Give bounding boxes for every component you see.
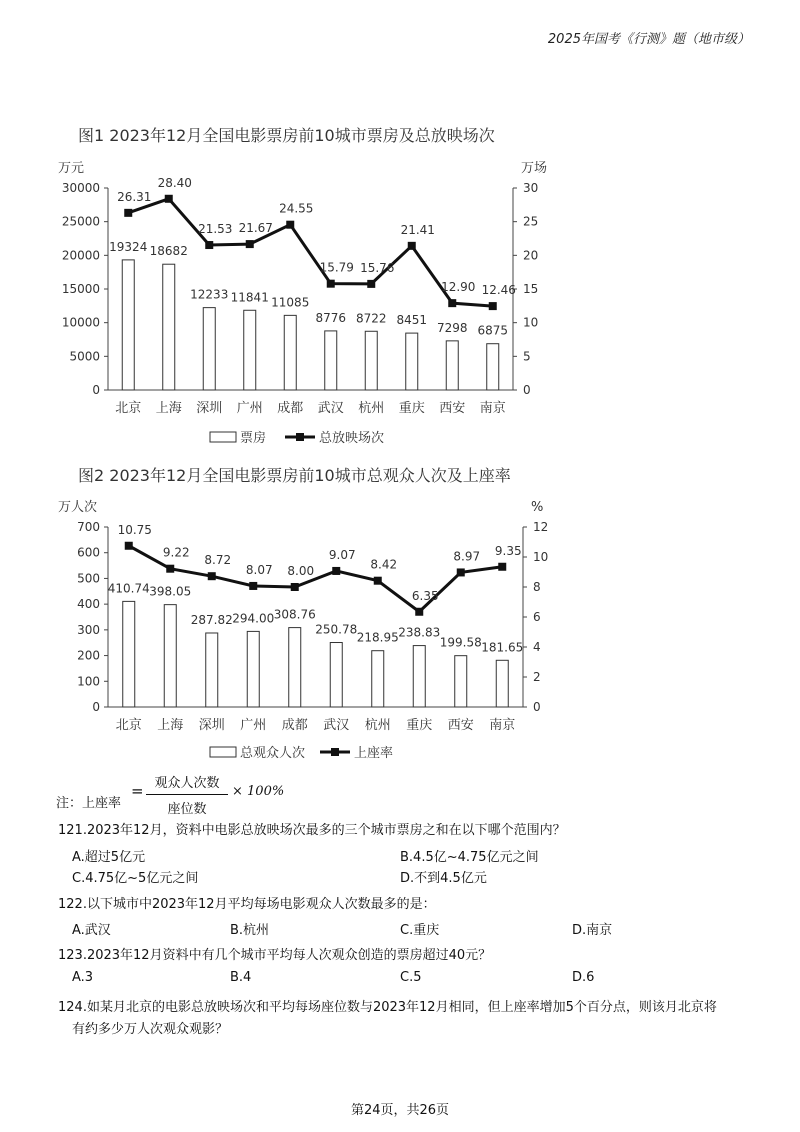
q121-option-a[interactable]: A.超过5亿元 [72,850,146,865]
line-data-label: 6.35 [411,588,439,603]
y-left-unit: 万人次 [58,500,98,515]
x-tick-label: 广州 [240,718,267,733]
legend-line-label: 上座率 [354,746,394,761]
q122-option-c[interactable]: C.重庆 [400,923,440,938]
line-data-label: 21.41 [400,222,435,237]
question-124-line2: 有约多少万人次观众观影？ [72,1022,229,1037]
line-data-label: 9.35 [494,543,522,558]
bar-data-label: 8776 [315,310,347,325]
y-left-tick-label: 700 [77,520,100,534]
line-data-label: 8.07 [245,562,273,577]
bar-data-label: 181.65 [481,640,524,655]
line-data-label: 26.31 [117,189,152,204]
line-data-label: 9.22 [162,545,190,560]
line-data-label: 12.90 [441,280,476,295]
line-data-label: 8.42 [370,557,398,572]
y-left-tick-label: 25000 [61,214,100,229]
line-data-label: 8.72 [204,553,232,568]
legend-bar-label: 总观众人次 [240,746,306,761]
line-marker [205,241,213,249]
line-data-label: 24.55 [279,201,314,216]
question-123: 123.2023年12月资料中有几个城市平均每人次观众创造的票房超过40元？ [58,948,492,963]
line-marker [327,280,335,288]
x-tick-label: 南京 [479,401,506,416]
bar-票房 [163,264,175,390]
y-right-tick-label: 10 [523,315,539,330]
q122-option-a[interactable]: A.武汉 [72,923,111,938]
y-right-tick-label: 10 [533,550,549,564]
line-data-label: 21.53 [198,222,233,237]
x-tick-label: 北京 [115,718,142,733]
line-marker [498,563,506,571]
y-right-tick-label: 15 [523,282,539,296]
bar-票房 [122,260,134,390]
page-footer: 第24页，共26页 [350,1103,450,1118]
y-right-tick-label: 25 [523,214,539,229]
bar-data-label: 308.76 [273,607,316,622]
q122-option-d[interactable]: D.南京 [572,923,613,938]
q123-option-c[interactable]: C.5 [400,970,422,985]
bar-data-label: 398.05 [149,584,192,599]
q121-option-b[interactable]: B.4.5亿~4.75亿元之间 [400,850,539,865]
line-marker [374,577,382,585]
y-left-tick-label: 5000 [69,349,100,364]
y-left-tick-label: 20000 [61,248,100,263]
y-right-tick-label: 30 [523,181,539,195]
q122-option-b[interactable]: B.杭州 [230,923,270,938]
bar-data-label: 218.95 [356,630,399,645]
y-left-tick-label: 200 [77,648,100,663]
x-tick-label: 深圳 [198,718,225,733]
legend-bar-swatch [210,747,236,757]
line-data-label: 28.40 [157,175,192,190]
x-tick-label: 西安 [447,718,474,733]
legend-line-label: 总放映场次 [319,431,385,446]
x-tick-label: 成都 [277,401,304,416]
y-right-tick-label: 20 [523,248,539,263]
x-tick-label: 上海 [155,401,182,416]
x-tick-label: 武汉 [323,718,350,733]
line-marker [165,195,173,203]
bar-data-label: 18682 [149,244,188,259]
y-right-tick-label: 0 [533,700,541,714]
q123-option-d[interactable]: D.6 [572,970,595,985]
line-data-label: 15.76 [360,260,395,275]
bar-data-label: 287.82 [190,612,233,627]
y-left-tick-label: 0 [92,383,100,397]
y-left-tick-label: 0 [92,700,100,714]
bar-票房 [446,341,458,390]
bar-票房 [365,331,377,390]
y-left-unit: 万元 [58,161,85,176]
line-marker [457,568,465,576]
question-124-line1: 124.如某月北京的电影总放映场次和平均每场座位数与2023年12月相同，但上座率增加5个百分点，则该月北京将 [58,1000,717,1015]
bar-票房 [244,310,256,390]
y-left-tick-label: 300 [77,622,100,637]
y-right-tick-label: 6 [533,610,541,624]
bar-data-label: 11841 [230,290,269,305]
y-left-tick-label: 10000 [61,315,100,330]
formula-numerator: 观众人次数 [154,776,220,791]
line-marker [249,582,257,590]
y-right-unit: % [531,500,544,515]
chart2-svg [0,495,800,770]
formula-equals: = [131,782,144,800]
x-tick-label: 成都 [281,718,308,733]
x-tick-label: 西安 [439,401,466,416]
chart1-title: 图1 2023年12月全国电影票房前10城市票房及总放映场次 [78,126,495,145]
chart1-svg [0,150,800,455]
y-right-tick-label: 12 [533,520,549,534]
x-tick-label: 杭州 [358,401,385,416]
y-right-unit: 万场 [521,161,548,176]
line-marker [291,583,299,591]
q121-option-c[interactable]: C.4.75亿~5亿元之间 [72,871,199,886]
fraction-bar [146,794,228,795]
y-right-tick-label: 8 [533,580,541,594]
bar-data-label: 19324 [109,239,148,254]
formula-label: 注：上座率 [56,796,122,811]
bar-票房 [406,333,418,390]
bar-data-label: 238.83 [398,625,441,640]
bar-总观众人次 [247,631,259,707]
line-data-label: 8.00 [287,564,315,578]
chart2-title: 图2 2023年12月全国电影票房前10城市总观众人次及上座率 [78,466,511,485]
y-left-tick-label: 30000 [61,181,100,195]
line-data-label: 21.67 [238,221,273,236]
bar-总观众人次 [206,633,218,707]
y-left-tick-label: 500 [77,571,100,586]
bar-总观众人次 [123,601,135,707]
bar-票房 [487,344,499,390]
question-122: 122.以下城市中2023年12月平均每场电影观众人次数最多的是： [58,897,436,912]
bar-data-label: 11085 [271,295,310,310]
line-marker [408,242,416,250]
y-left-tick-label: 15000 [61,282,100,296]
line-marker [125,542,133,550]
line-data-label: 10.75 [117,522,152,537]
x-tick-label: 武汉 [317,401,344,416]
bar-data-label: 199.58 [439,635,482,650]
bar-总观众人次 [330,643,342,707]
bar-data-label: 6875 [477,323,509,338]
line-marker [124,209,132,217]
x-tick-label: 杭州 [364,718,391,733]
bar-data-label: 250.78 [315,622,358,637]
bar-总观众人次 [164,605,176,707]
legend-bar-label: 票房 [240,431,267,446]
formula-fraction [146,772,228,817]
legend-bar-swatch [210,432,236,442]
bar-data-label: 8451 [396,313,428,328]
x-tick-label: 重庆 [406,718,433,733]
formula-multiplier: × 100% [232,784,285,799]
bar-data-label: 12233 [190,287,229,302]
x-tick-label: 北京 [115,401,142,416]
bar-总观众人次 [413,646,425,707]
legend-line-marker [296,433,304,441]
q123-option-b[interactable]: B.4 [230,970,252,985]
line-marker [367,280,375,288]
bar-总观众人次 [289,628,301,707]
bar-总观众人次 [455,656,467,707]
legend-line-marker [331,748,339,756]
q123-option-a[interactable]: A.3 [72,970,94,985]
bar-data-label: 8722 [355,311,387,326]
line-marker [286,221,294,229]
line-marker [208,572,216,580]
x-tick-label: 重庆 [398,401,425,416]
line-marker [415,608,423,616]
bar-票房 [325,331,337,390]
line-data-label: 8.97 [453,549,481,564]
x-tick-label: 上海 [157,718,184,733]
y-right-tick-label: 4 [533,640,541,654]
line-data-label: 9.07 [328,547,356,562]
line-marker [166,565,174,573]
x-tick-label: 广州 [236,401,263,416]
y-right-tick-label: 2 [533,670,541,684]
formula-denominator: 座位数 [167,802,207,817]
bar-data-label: 294.00 [232,611,275,626]
x-tick-label: 深圳 [196,401,223,416]
line-data-label: 15.79 [319,260,354,275]
y-left-tick-label: 100 [77,674,100,689]
x-tick-label: 南京 [489,718,516,733]
page-header: 2025年国考《行测》题（地市级） [547,32,750,47]
bar-票房 [284,315,296,390]
line-marker [489,302,497,310]
bar-data-label: 7298 [436,320,468,335]
y-right-tick-label: 0 [523,383,531,397]
bar-票房 [203,308,215,390]
y-right-tick-label: 5 [523,349,531,364]
bar-data-label: 410.74 [107,581,150,596]
line-marker [246,240,254,248]
q121-option-d[interactable]: D.不到4.5亿元 [400,871,487,886]
bar-总观众人次 [372,651,384,707]
line-data-label: 12.46 [481,283,516,298]
question-121: 121.2023年12月，资料中电影总放映场次最多的三个城市票房之和在以下哪个范围内？ [58,823,566,838]
line-marker [332,567,340,575]
line-marker [448,299,456,307]
y-left-tick-label: 600 [77,545,100,560]
bar-总观众人次 [496,660,508,707]
y-left-tick-label: 400 [77,597,100,612]
